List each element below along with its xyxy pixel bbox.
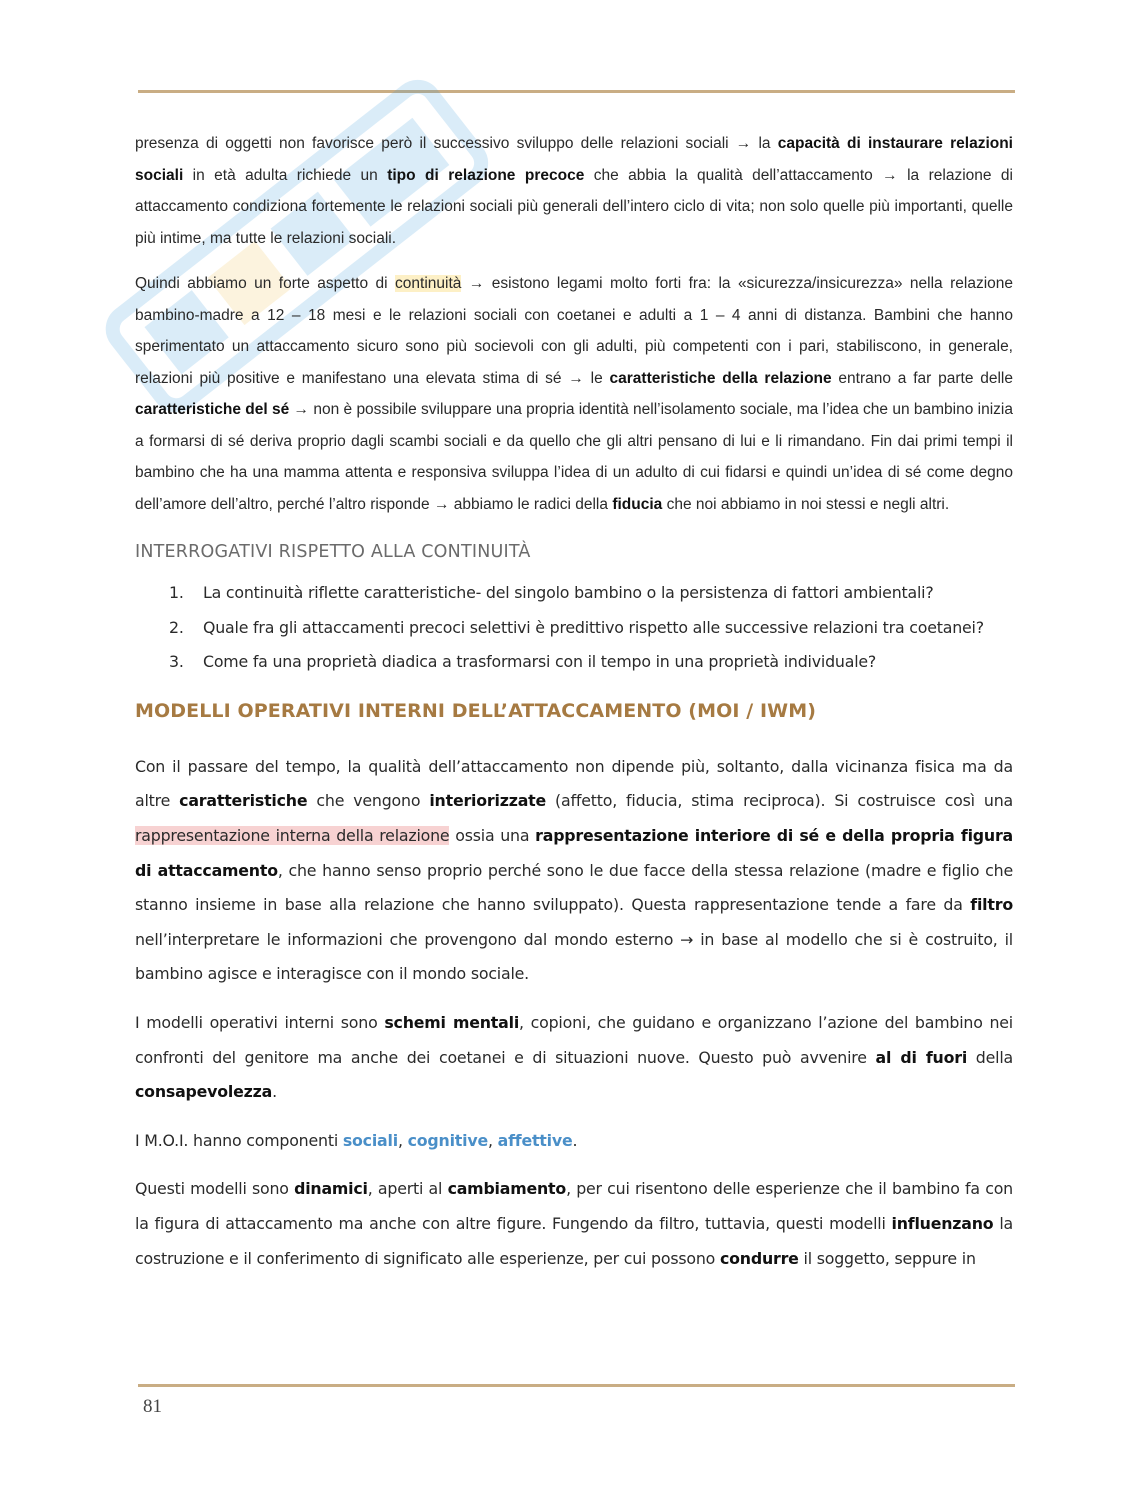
bold-term: influenzano	[891, 1213, 994, 1233]
bold-term: filtro	[970, 895, 1013, 915]
paragraph-1: presenza di oggetti non favorisce però il successivo sviluppo delle relazioni sociali → la capacità di instaurare relazioni sociali in età adulta richiede un tipo di relazione precoce che abbia la qualità dell’attaccamento → la relazione di attaccamento condiziona fortemente le relazioni sociali più generali dell’intero ciclo di vita; non solo quelle più importanti, quelle più intime, ma tutte le relazioni sociali.	[135, 135, 1013, 247]
paragraph-6: Questi modelli sono dinamici, aperti al cambiamento, per cui risentono delle esperienze che il bambino fa con la figura di attaccamento ma anche con altre figure. Fungendo da filtro, tuttavia, questi modelli influenzano la costruzione e il conferimento di significato alle esperienze, per cui possono condurre il soggetto, seppure in	[135, 1179, 1013, 1268]
paragraph-3: Con il passare del tempo, la qualità dell’attaccamento non dipende più, soltanto, dalla vicinanza fisica ma da altre caratteristiche che vengono interiorizzate (affetto, fiducia, stima reciproca). Si costruisce così una rappresentazione interna della relazione ossia una rappresentazione interiore di sé e della propria figura di attaccamento, che hanno senso proprio perché sono le due facce della stessa relazione (madre e figlio che stanno insieme in base alla relazione che hanno sviluppato). Questa rappresentazione tende a fare da filtro nell’interpretare le informazioni che provengono dal mondo esterno → in base al modello che si è costruito, il bambino agisce e interagisce con il mondo sociale.	[135, 756, 1014, 984]
page-number: 81	[143, 1396, 162, 1417]
highlighted-term: continuità	[395, 275, 462, 292]
bold-term: capacità di instaurare relazioni sociali	[135, 135, 1013, 184]
bold-term: consapevolezza	[135, 1082, 273, 1102]
highlighted-term: rappresentazione interna della relazione	[135, 825, 450, 845]
bold-term: dinamici	[294, 1179, 368, 1199]
bold-term: fiducia	[612, 495, 663, 513]
bold-term: condurre	[719, 1248, 799, 1268]
paragraph-4: I modelli operativi interni sono schemi mentali, copioni, che guidano e organizzano l’azione del bambino nei confronti del genitore ma anche dei coetanei e di situazioni nuove. Questo può avvenire al di fuori della consapevolezza.	[135, 1012, 1013, 1102]
paragraph-2: Quindi abbiamo un forte aspetto di continuità → esistono legami molto forti fra: la «sicurezza/insicurezza» nella relazione bambino-madre a 12 – 18 mesi e le relazioni sociali con coetanei e adulti a 1 – 4 anni di distanza. Bambini che hanno sperimentato un attaccamento sicuro sono più socievoli con gli adulti, più competenti con i pari, stabiliscono, in generale, relazioni più positive e manifestano una elevata stima di sé → le caratteristiche della relazione entrano a far parte delle caratteristiche del sé → non è possibile sviluppare una propria identità nell’isolamento sociale, ma l’idea che un bambino inizia a formarsi di sé deriva proprio dagli scambi sociali e da quello che gli altri pensano di lui e li rimandano. Fin dai primi tempi il bambino che ha una mamma attenta e responsiva sviluppa l’idea di un adulto di cui fidarsi e quindi un’idea di sé come degno dell’amore dell’altro, perché l’altro risponde → abbiamo le radici della fiducia che noi abbiamo in noi stessi e negli altri.	[135, 275, 1013, 513]
component-term: sociali	[342, 1130, 398, 1150]
paragraph-5: I M.O.I. hanno componenti sociali, cognitive, affettive.	[135, 1130, 578, 1150]
questions-list	[135, 576, 1013, 680]
list-item: 1. La continuità riflette caratteristiche- del singolo bambino o la persistenza di fattori ambientali?	[169, 583, 934, 602]
bold-term: caratteristiche	[179, 791, 308, 811]
footer-rule	[138, 1384, 1015, 1387]
bold-term: schemi mentali	[384, 1012, 520, 1032]
component-term: cognitive	[407, 1130, 488, 1150]
bold-term: cambiamento	[447, 1179, 567, 1199]
bold-term: al di fuori	[875, 1047, 968, 1067]
list-item: 2. Quale fra gli attaccamenti precoci selettivi è predittivo rispetto alle successive relazioni tra coetanei?	[169, 617, 984, 637]
bold-term: tipo di relazione precoce	[387, 166, 585, 184]
list-item: 3. Come fa una proprietà diadica a trasformarsi con il tempo in una proprietà individuale?	[169, 652, 877, 672]
bold-term: caratteristiche del sé	[135, 401, 290, 418]
chapter-heading: MODELLI OPERATIVI INTERNI DELL’ATTACCAMENTO (MOI / IWM)	[135, 699, 817, 722]
bold-term: interiorizzate	[429, 791, 547, 811]
page-content	[135, 128, 1013, 1276]
bold-term: rappresentazione interiore di sé e della propria figura di attaccamento	[135, 825, 1014, 880]
section-heading: INTERROGATIVI RISPETTO ALLA CONTINUITÀ	[135, 542, 531, 562]
header-rule	[138, 90, 1015, 93]
component-term: affettive	[497, 1130, 573, 1150]
bold-term: caratteristiche della relazione	[609, 369, 832, 387]
